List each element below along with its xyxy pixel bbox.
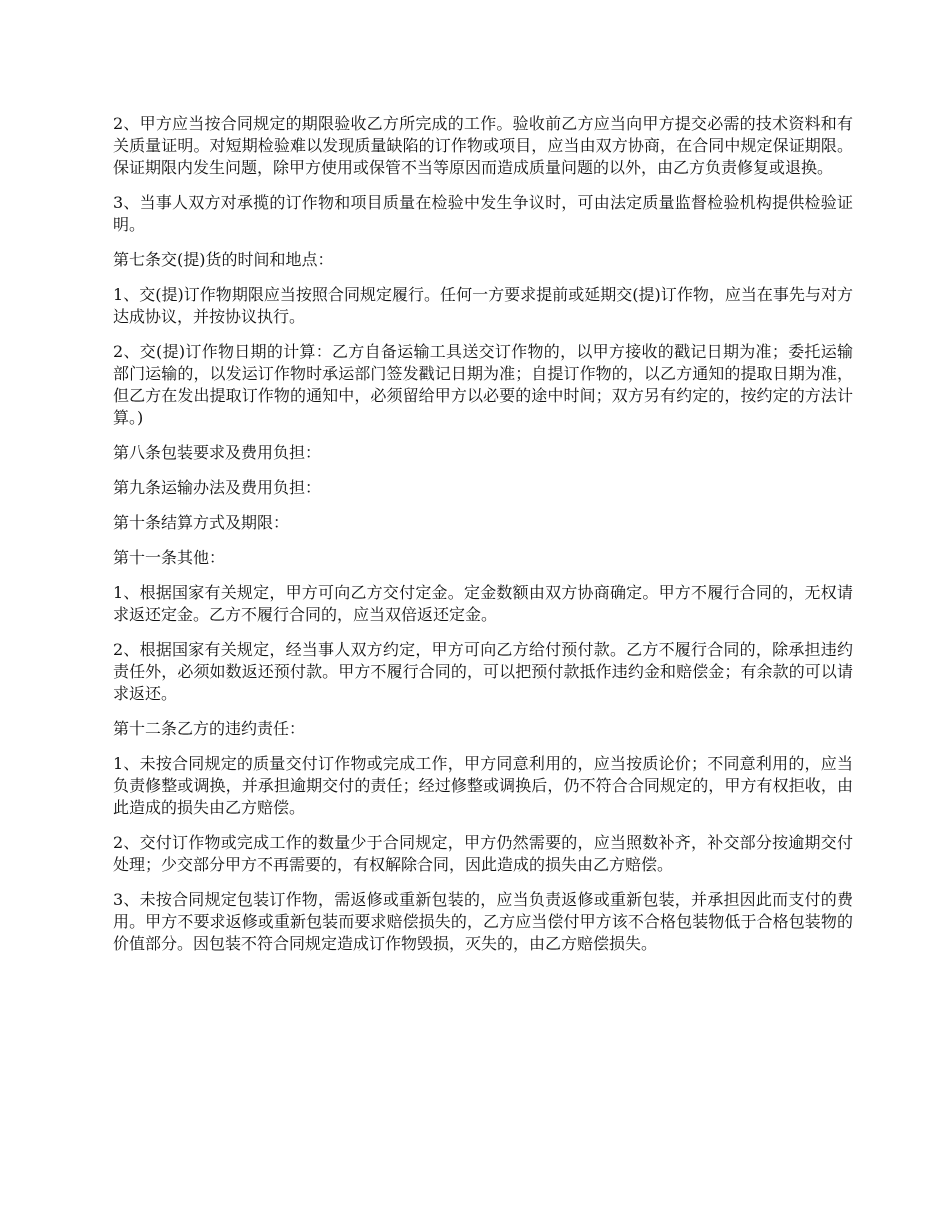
heading-article-9: 第九条运输办法及费用负担： xyxy=(113,478,322,497)
heading-article-10: 第十条结算方式及期限： xyxy=(113,513,290,532)
paragraph-delivery-deadline: 1、交(提)订作物期限应当按照合同规定履行。任何一方要求提前或延期交(提)订作物，应当在事先与对方达成协议，并按协议执行。 xyxy=(113,285,853,326)
paragraph-packaging-liability: 3、未按合同规定包装订作物，需返修或重新包装的，应当负责返修或重新包装，并承担因此而支付的费用。甲方不要求返修或重新包装而要求赔偿损失的，乙方应当偿付甲方该不合格包装物低于合格包装物的价值部分。因包装不符合同规定造成订作物毁损，灭失的，由乙方赔偿损失。 xyxy=(113,890,853,953)
heading-article-11: 第十一条其他： xyxy=(113,548,226,567)
paragraph-quality-liability: 1、未按合同规定的质量交付订作物或完成工作，甲方同意利用的，应当按质论价；不同意利用的，应当负责修整或调换，并承担逾期交付的责任；经过修整或调换后，仍不符合合同规定的，甲方有权拒收，由此造成的损失由乙方赔偿。 xyxy=(113,754,853,817)
paragraph-delivery-date-calculation: 2、交(提)订作物日期的计算：乙方自备运输工具送交订作物的，以甲方接收的戳记日期为准；委托运输部门运输的，以发运订作物时承运部门签发戳记日期为准；自提订作物的，以乙方通知的提取日期为准，但乙方在发出提取订作物的通知中，必须留给甲方以必要的途中时间；双方另有约定的，按约定的方法计算。) xyxy=(113,342,853,427)
paragraph-acceptance-inspection: 2、甲方应当按合同规定的期限验收乙方所完成的工作。验收前乙方应当向甲方提交必需的技术资料和有关质量证明。对短期检验难以发现质量缺陷的订作物或项目，应当由双方协商，在合同中规定保证期限。保证期限内发生问题，除甲方使用或保管不当等原因而造成质量问题的以外，由乙方负责修复或退换。 xyxy=(113,114,853,177)
paragraph-quality-dispute: 3、当事人双方对承揽的订作物和项目质量在检验中发生争议时，可由法定质量监督检验机构提供检验证明。 xyxy=(113,193,853,234)
heading-article-12: 第十二条乙方的违约责任： xyxy=(113,719,306,738)
heading-article-7: 第七条交(提)货的时间和地点： xyxy=(113,250,334,269)
paragraph-deposit: 1、根据国家有关规定，甲方可向乙方交付定金。定金数额由双方协商确定。甲方不履行合同的，无权请求返还定金。乙方不履行合同的，应当双倍返还定金。 xyxy=(113,583,853,624)
paragraph-advance-payment: 2、根据国家有关规定，经当事人双方约定，甲方可向乙方给付预付款。乙方不履行合同的，除承担违约责任外，必须如数返还预付款。甲方不履行合同的，可以把预付款抵作违约金和赔偿金；有余款的可以请求返还。 xyxy=(113,640,853,703)
document-body xyxy=(113,113,853,968)
paragraph-quantity-liability: 2、交付订作物或完成工作的数量少于合同规定，甲方仍然需要的，应当照数补齐，补交部分按逾期交付处理；少交部分甲方不再需要的，有权解除合同，因此造成的损失由乙方赔偿。 xyxy=(113,833,853,874)
heading-article-8: 第八条包装要求及费用负担： xyxy=(113,443,322,462)
